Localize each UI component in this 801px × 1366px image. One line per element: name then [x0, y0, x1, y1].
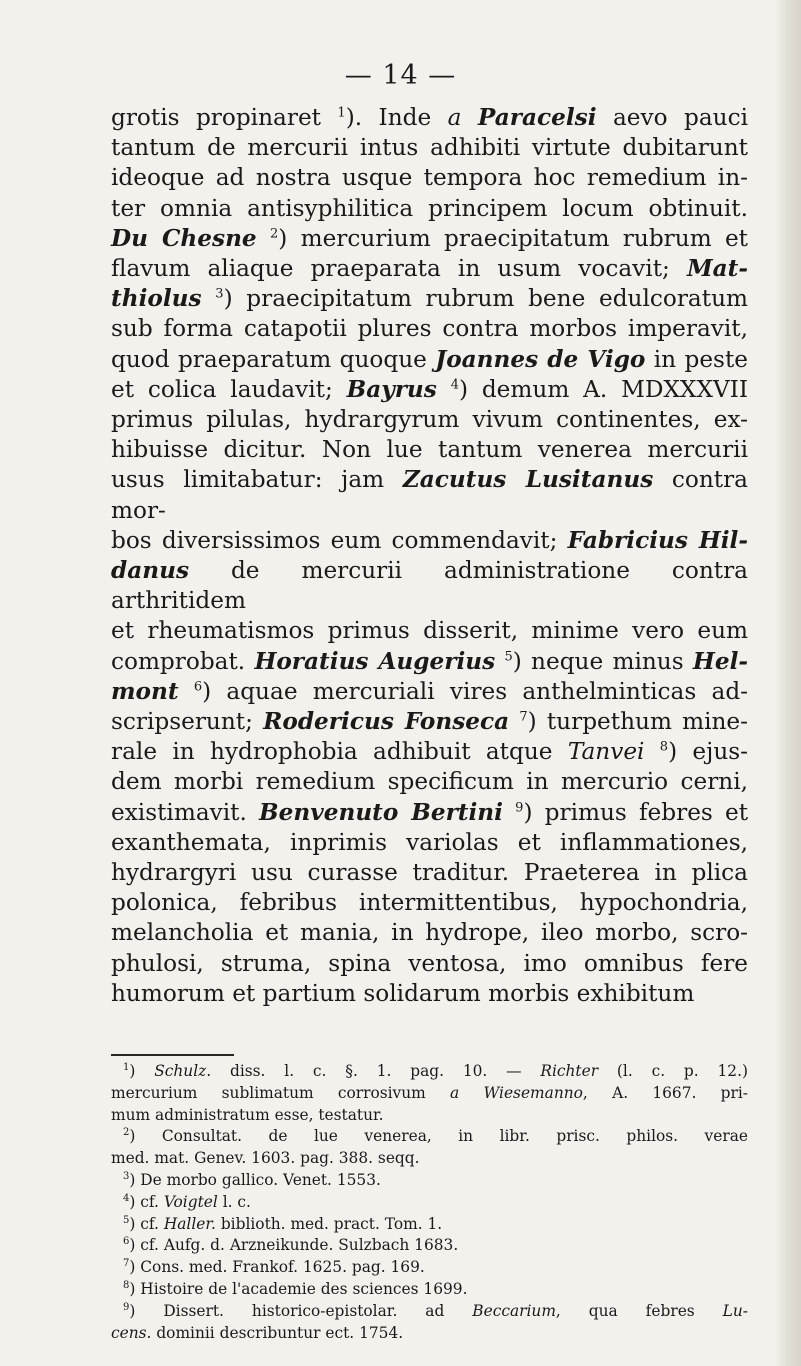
- emphasized-name: Benvenuto Bertini: [259, 798, 503, 826]
- text-run: hibuisse dicitur. Non lue tantum venerea mercurii: [111, 436, 748, 464]
- footnote-ref: 1: [337, 105, 346, 121]
- emphasized-name: Paracelsi: [477, 104, 597, 131]
- text-run: diss. l. c. §. 1. pag. 10. —: [211, 1062, 541, 1080]
- emphasized-name: Horatius Augerius: [254, 647, 496, 675]
- footnote-line: [123, 1301, 748, 1323]
- text-run: melancholia et mania, in hydrope, ileo morbo, scro-: [111, 919, 748, 947]
- footnote-ref: 8: [659, 739, 669, 755]
- text-run: de mercurii administratione contra arthritidem: [111, 557, 748, 615]
- footnote-line: [111, 1105, 748, 1127]
- footnote: [111, 1192, 748, 1214]
- footnote-number: 9: [123, 1301, 130, 1313]
- italic-text: a Wiesemanno: [450, 1083, 583, 1102]
- text-run: [644, 738, 659, 765]
- text-run: humorum et partium solidarum morbis exhibitum: [111, 979, 695, 1007]
- text-run: ) cf.: [129, 1214, 164, 1233]
- text-line: [111, 949, 748, 979]
- footnote-line: [123, 1235, 748, 1257]
- text-run: dem morbi remedium specificum in mercurio cerni,: [111, 768, 748, 796]
- emphasized-name: danus: [111, 557, 190, 585]
- footnote: [111, 1301, 748, 1345]
- text-run: polonica, febribus intermittentibus, hypochondria,: [111, 889, 748, 917]
- text-run: rale in hydrophobia adhibuit atque: [111, 738, 568, 766]
- text-run: mercurium sublimatum corrosivum: [111, 1083, 451, 1102]
- page-number: — 14 —: [344, 60, 457, 91]
- italic-text: Richter: [540, 1062, 599, 1080]
- text-run: med. mat. Genev. 1603. pag. 388. seqq.: [111, 1149, 420, 1168]
- text-run: [257, 225, 270, 252]
- text-line: [111, 375, 748, 405]
- footnote-line: [123, 1214, 748, 1236]
- text-run: [179, 678, 194, 705]
- text-run: (l. c. p. 12.): [598, 1062, 748, 1080]
- footnote: [111, 1061, 748, 1126]
- text-line: [111, 435, 748, 465]
- text-run: ): [129, 1062, 155, 1080]
- footnote: [111, 1214, 748, 1236]
- emphasized-name: thiolus: [111, 285, 202, 313]
- text-run: usus limitabatur: jam: [111, 466, 403, 494]
- emphasized-name: Fabricius Hil-: [567, 526, 748, 554]
- text-run: aevo pauci: [596, 104, 748, 131]
- footnote-number: 8: [123, 1279, 130, 1291]
- page-edge-shadow: [775, 0, 801, 1366]
- text-run: bos diversissimos eum commendavit;: [111, 526, 568, 554]
- text-line: [111, 767, 748, 797]
- text-line: [111, 284, 748, 314]
- text-run: ) Dissert. historico-epistolar. ad: [129, 1301, 473, 1320]
- footnote-ref: 4: [450, 377, 459, 393]
- text-run: et rheumatismos primus disserit, minime vero eum: [111, 617, 748, 645]
- text-run: ) ejus-: [668, 738, 749, 766]
- text-line: [111, 224, 748, 254]
- text-run: ) Histoire de l'academie des sciences 1699.: [129, 1279, 468, 1298]
- text-run: existimavit.: [111, 798, 260, 826]
- text-line: [111, 103, 748, 133]
- text-run: ) Cons. med. Frankof. 1625. pag. 169.: [129, 1258, 425, 1277]
- text-line: [111, 828, 748, 858]
- text-line: [111, 979, 748, 1009]
- text-run: et colica laudavit;: [111, 375, 347, 403]
- footnote: [111, 1257, 748, 1279]
- text-line: [111, 918, 748, 948]
- text-run: exanthemata, inprimis variolas et inflammationes,: [111, 828, 748, 856]
- italic-text: Lu-: [722, 1301, 749, 1320]
- footnote-ref: 3: [215, 286, 224, 302]
- footnote-number: 2: [123, 1127, 130, 1139]
- text-run: ) mercurium praecipitatum rubrum et: [278, 224, 748, 252]
- footnote-ref: 2: [269, 226, 279, 242]
- emphasized-name: Joannes de Vigo: [435, 345, 646, 373]
- emphasized-name: Du Chesne: [111, 224, 257, 252]
- text-line: [111, 345, 748, 375]
- text-line: [111, 133, 748, 163]
- footnote: [111, 1170, 748, 1192]
- text-run: flavum aliaque praeparata in usum vocavit;: [111, 255, 687, 283]
- italic-text: Tanvei: [567, 738, 645, 766]
- text-line: [111, 194, 748, 224]
- footnote-rule: [111, 1054, 234, 1056]
- italic-text: Haller.: [163, 1214, 216, 1233]
- text-line: [111, 677, 748, 707]
- footnote-line: [111, 1083, 748, 1105]
- footnote-number: 4: [123, 1192, 130, 1204]
- footnote-line: [123, 1279, 748, 1301]
- italic-text: Beccarium: [472, 1301, 556, 1320]
- footnote-line: [123, 1126, 748, 1148]
- footnote-number: 1: [123, 1061, 130, 1073]
- text-run: ter omnia antisyphilitica principem locum obtinuit.: [111, 194, 748, 222]
- footnote-number: 5: [123, 1214, 130, 1226]
- text-run: ) turpethum mine-: [527, 708, 748, 736]
- footnote: [111, 1235, 748, 1257]
- text-run: [437, 376, 451, 403]
- text-run: grotis propinaret: [111, 104, 338, 131]
- text-run: ideoque ad nostra usque tempora hoc remedium in-: [111, 164, 748, 192]
- text-line: [111, 556, 748, 616]
- footnote-number: 7: [123, 1258, 130, 1270]
- footnote: [111, 1279, 748, 1301]
- footnote-number: 3: [123, 1170, 130, 1182]
- text-run: primus pilulas, hydrargyrum vivum continentes, ex-: [111, 406, 748, 434]
- text-line: [111, 798, 748, 828]
- text-line: [111, 616, 748, 646]
- text-run: ) demum A. MDXXXVII: [458, 375, 749, 403]
- text-run: hydrargyri usu curasse traditur. Praeterea in plica: [111, 859, 748, 887]
- footnote-ref: 7: [519, 709, 528, 725]
- text-run: ) praecipitatum rubrum bene edulcoratum: [223, 285, 748, 313]
- italic-text: a: [447, 104, 462, 131]
- emphasized-name: Hel-: [692, 647, 748, 675]
- footnote-line: [123, 1257, 748, 1279]
- text-run: l. c.: [217, 1192, 251, 1211]
- footnote-number: 6: [123, 1236, 130, 1248]
- text-run: [202, 285, 216, 312]
- footnote-ref: 5: [504, 648, 513, 664]
- italic-text: cens.: [111, 1323, 152, 1342]
- text-line: [111, 405, 748, 435]
- emphasized-name: Mat-: [686, 255, 748, 283]
- text-line: [111, 858, 748, 888]
- text-line: [111, 465, 748, 525]
- footnote-line: [123, 1170, 748, 1192]
- text-run: contra mor-: [111, 466, 749, 524]
- text-line: [111, 314, 748, 344]
- text-line: [111, 707, 748, 737]
- footnote-line: [111, 1148, 748, 1170]
- text-run: mum administratum esse, testatur.: [111, 1105, 384, 1124]
- text-line: [111, 647, 748, 677]
- text-line: [111, 526, 748, 556]
- footnote-ref: 6: [193, 679, 203, 695]
- text-run: , A. 1667. pri-: [582, 1083, 749, 1102]
- footnote-line: [111, 1323, 748, 1345]
- text-run: ) neque minus: [512, 647, 693, 675]
- text-run: phulosi, struma, spina ventosa, imo omnibus fere: [111, 949, 748, 977]
- text-run: , qua febres: [555, 1301, 723, 1320]
- text-run: ) cf.: [129, 1192, 164, 1211]
- text-run: dominii describuntur ect. 1754.: [151, 1323, 404, 1342]
- footnote-line: [123, 1061, 748, 1083]
- main-text: [111, 103, 748, 1009]
- emphasized-name: Bayrus: [346, 375, 437, 403]
- text-line: [111, 254, 748, 284]
- text-run: in peste: [645, 345, 748, 373]
- emphasized-name: Zacutus Lusitanus: [402, 466, 654, 494]
- text-run: ). Inde: [345, 104, 448, 131]
- text-run: tantum de mercurii intus adhibiti virtute dubitarunt: [111, 134, 748, 162]
- italic-text: Voigtel: [163, 1192, 218, 1211]
- footnote-line: [123, 1192, 748, 1214]
- footnotes: [111, 1061, 748, 1344]
- text-run: [461, 104, 477, 131]
- footnote: [111, 1126, 748, 1170]
- italic-text: Schulz.: [154, 1062, 212, 1080]
- emphasized-name: Rodericus Fonseca: [263, 708, 510, 736]
- text-run: [509, 708, 519, 735]
- text-line: [111, 163, 748, 193]
- text-run: biblioth. med. pract. Tom. 1.: [215, 1214, 443, 1233]
- footnote-ref: 9: [515, 799, 524, 815]
- text-run: ) De morbo gallico. Venet. 1553.: [129, 1170, 381, 1189]
- text-run: ) aquae mercuriali vires anthelminticas ad-: [202, 677, 749, 705]
- emphasized-name: mont: [111, 677, 179, 705]
- text-run: [503, 799, 515, 826]
- text-run: scripserunt;: [111, 708, 264, 736]
- text-run: ) cf. Aufg. d. Arzneikunde. Sulzbach 1683.: [129, 1236, 459, 1255]
- text-run: quod praeparatum quoque: [111, 345, 436, 373]
- text-run: sub forma catapotii plures contra morbos imperavit,: [111, 315, 748, 343]
- text-run: ) Consultat. de lue venerea, in libr. prisc. philos. verae: [129, 1127, 748, 1146]
- text-line: [111, 888, 748, 918]
- text-run: ) primus febres et: [523, 798, 749, 826]
- text-run: comprobat.: [111, 647, 255, 675]
- text-line: [111, 737, 748, 767]
